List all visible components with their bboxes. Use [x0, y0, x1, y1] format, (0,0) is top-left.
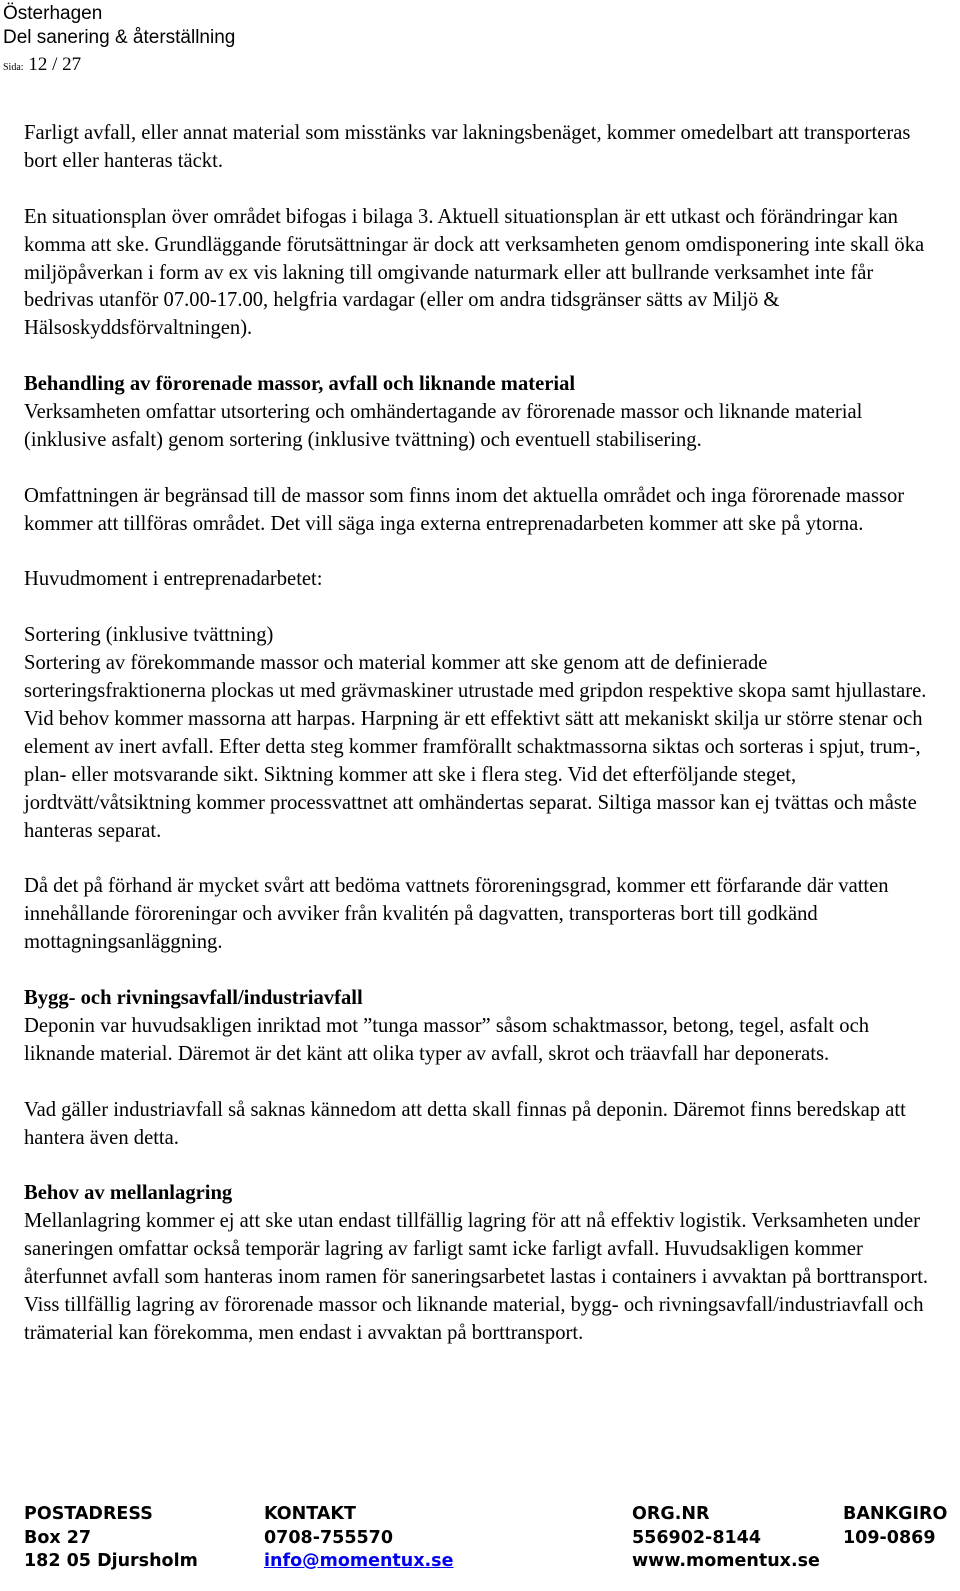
subheading-sorting: Sortering (inklusive tvättning) — [24, 624, 274, 647]
paragraph-scope: Omfattningen är begränsad till de massor som finns inom det aktuella området och inga förorenade massor kommer att tillföras området. Det vill säga inga externa entreprenadarbeten kommer att ske på ytorna. — [24, 484, 905, 535]
paragraph-treatment: Verksamheten omfattar utsortering och omhändertagande av förorenade massor och liknande material (inklusive asfalt) genom sortering (inklusive tvättning) och eventuell stabilisering. — [24, 401, 863, 451]
contact-phone: 0708-755570 — [264, 1527, 394, 1548]
contact-label: KONTAKT — [264, 1504, 356, 1524]
page-label: Sida: — [3, 62, 24, 73]
document-subtitle: Del sanering & återställning — [3, 27, 236, 48]
paragraph-construction-waste: Deponin var huvudsakligen inriktad mot ”tunga massor” såsom schaktmassor, betong, tegel, asfalt och liknande material. Däremot är det känt att olika typer av avfall, skrot och träavfall har deponerats. — [24, 1014, 870, 1065]
org-number: 556902-8144 — [632, 1527, 762, 1548]
page-footer — [24, 1503, 948, 1587]
footer-contact — [264, 1503, 453, 1574]
paragraph-water: Då det på förhand är mycket svårt att bedöma vattnets föroreningsgrad, kommer ett förfarande där vatten innehållande föroreningar och avviker från kvalitén på dagvatten, transporteras bort till godkänd mottagningsanläggning. — [24, 875, 889, 954]
bankgiro-number: 109-0869 — [843, 1527, 936, 1548]
contact-email-link[interactable]: info@momentux.se — [264, 1551, 454, 1571]
footer-bankgiro — [843, 1503, 947, 1550]
paragraph-hazardous-waste: Farligt avfall, eller annat material som misstänks var lakningsbenäget, kommer omedelbart att transporteras bort eller hanteras täckt. — [24, 122, 911, 172]
paragraph-site-plan: En situationsplan över området bifogas i bilaga 3. Aktuell situationsplan är ett utkast och förändringar kan komma att ske. Grundläggande förutsättningar är dock att verksamheten genom omdisponering inte skall öka miljöpåverkan i form av ex vis lakning till omgivande naturmark eller att bullrande verksamhet inte får bedrivas utanför 07.00-17.00, helgfria vardagar (eller om andra tidsgränser sätts av Miljö & Hälsoskyddsförvaltningen). — [24, 205, 925, 340]
paragraph-main-tasks: Huvudmoment i entreprenadarbetet: — [24, 568, 323, 591]
org-label: ORG.NR — [632, 1504, 710, 1524]
footer-org-number — [632, 1503, 820, 1574]
postal-box: Box 27 — [24, 1527, 92, 1548]
footer-postal-address — [24, 1503, 198, 1574]
paragraph-industrial-waste: Vad gäller industriavfall så saknas kännedom att detta skall finnas på deponin. Däremot finns beredskap att hantera även detta. — [24, 1098, 906, 1149]
page-header — [3, 2, 235, 80]
page-indicator — [3, 53, 235, 80]
project-title: Österhagen — [3, 3, 103, 24]
bankgiro-label: BANKGIRO — [843, 1504, 948, 1524]
heading-intermediate-storage: Behov av mellanlagring — [24, 1182, 233, 1205]
paragraph-intermediate-storage: Mellanlagring kommer ej att ske utan endast tillfällig lagring för att nå effektiv logistik. Verksamheten under saneringen omfattar också temporär lagring av farligt samt icke farligt avfall. Huvudsakligen kommer återfunnet avfall som hanteras inom ramen för saneringsarbetet lastas i containers i avvaktan på borttransport. Viss tillfällig lagring av förorenade massor och liknande material, bygg- och rivningsavfall/industriavfall och trämaterial kan förekomma, men endast i avvaktan på borttransport. — [24, 1210, 929, 1344]
page-number: 12 / 27 — [28, 54, 82, 75]
heading-treatment: Behandling av förorenade massor, avfall och liknande material — [24, 373, 576, 396]
postal-city: 182 05 Djursholm — [24, 1551, 198, 1571]
website-text: www.momentux.se — [632, 1551, 820, 1571]
paragraph-sorting: Sortering av förekommande massor och material kommer att ske genom att de definierade sorteringsfraktionerna plockas ut med grävmaskiner utrustade med gripdon respektive skopa samt hjullastare. Vid behov kommer massorna att harpas. Harpning är ett effektivt sätt att mekaniskt skilja ur större stenar och element av inert avfall. Efter detta steg kommer framförallt schaktmassorna siktas och sorteras i spjut, trum-, plan- eller motsvarande sikt. Siktning kommer att ske i flera steg. Vid det efterföljande steget, jordtvätt/våtsiktning kommer processvattnet att omhändertas separat. Siltiga massor kan ej tvättas och måste hanteras separat. — [24, 652, 927, 842]
document-body — [24, 120, 944, 1376]
postal-label: POSTADRESS — [24, 1504, 153, 1524]
heading-construction-waste: Bygg- och rivningsavfall/industriavfall — [24, 986, 363, 1009]
